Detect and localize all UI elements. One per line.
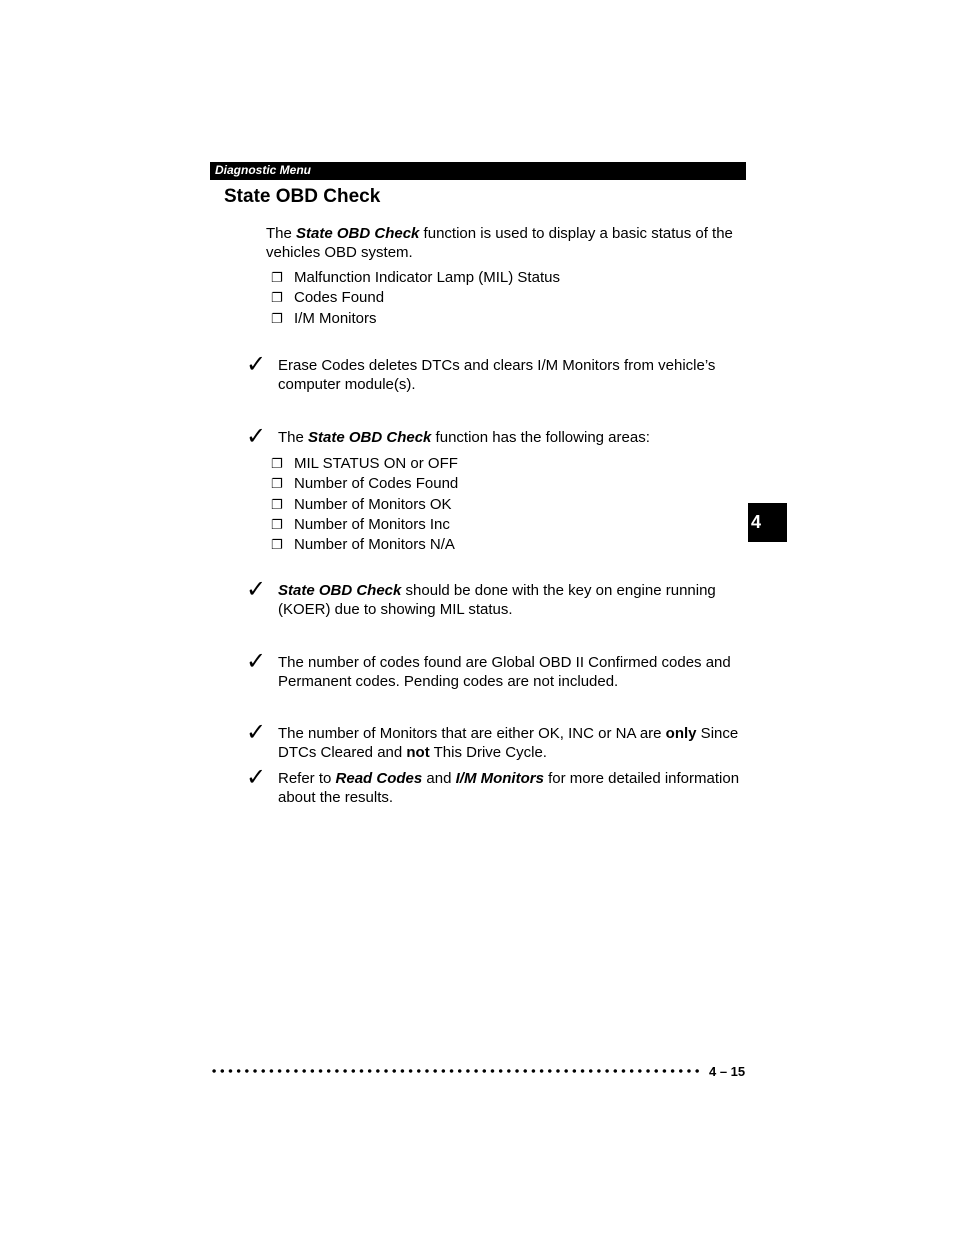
footer-dot-rule xyxy=(210,1066,702,1076)
list-item-label: I/M Monitors xyxy=(294,309,377,327)
note-koer-emphasis: State OBD Check xyxy=(278,582,402,599)
note-monitors xyxy=(278,724,746,762)
note-refer-emphasis1: Read Codes xyxy=(335,770,423,787)
list-item xyxy=(271,268,560,288)
checkbox-icon: ❐ xyxy=(271,538,283,554)
list-item-label: MIL STATUS ON or OFF xyxy=(294,455,458,472)
list-item-label: Number of Codes Found xyxy=(294,475,459,493)
checkmark-icon: ✓ xyxy=(246,575,267,603)
list-item xyxy=(271,515,458,535)
note-codes-found: The number of codes found are Global OBD II Confirmed codes and Permanent codes. Pending codes are not included. xyxy=(278,654,731,690)
note-koer xyxy=(278,581,746,619)
list-item-label: Number of Monitors N/A xyxy=(294,536,455,554)
note-monitors-part1: The number of Monitors that are either OK, INC or NA are xyxy=(278,725,666,742)
note-refer xyxy=(278,769,746,807)
note-areas-emphasis: State OBD Check xyxy=(308,429,432,446)
list-item xyxy=(271,535,458,555)
list-item-label: Number of Monitors OK xyxy=(294,495,452,513)
list-item xyxy=(271,495,458,515)
note-refer-part2: and xyxy=(422,770,456,787)
note-areas-before: The xyxy=(278,429,309,446)
note-areas-after: function has the following areas: xyxy=(431,429,650,446)
note-erase-codes: Erase Codes deletes DTCs and clears I/M Monitors from vehicle’s computer module(s). xyxy=(278,357,716,393)
note-refer-part1: Refer to xyxy=(278,770,336,787)
list-item xyxy=(271,309,560,329)
intro-text-before: The xyxy=(266,225,297,242)
list-item-label: Malfunction Indicator Lamp (MIL) Status xyxy=(294,269,560,286)
checkmark-icon: ✓ xyxy=(246,422,267,450)
checkbox-icon: ❐ xyxy=(271,271,283,286)
checkbox-icon: ❐ xyxy=(271,517,283,533)
note-koer-after: should be done with the key on engine running (KOER) due to showing MIL status. xyxy=(278,582,716,618)
list-item-label: Number of Monitors Inc xyxy=(294,515,450,533)
note-monitors-bold2: not xyxy=(406,744,430,761)
note-monitors-bold1: only xyxy=(665,725,697,742)
checkbox-icon: ❐ xyxy=(271,497,283,513)
checkmark-icon: ✓ xyxy=(246,718,267,746)
checkmark-icon: ✓ xyxy=(246,647,267,675)
page-title: State OBD Check xyxy=(224,186,381,207)
checkbox-icon: ❐ xyxy=(271,457,283,472)
note-areas xyxy=(278,428,746,447)
checkmark-icon: ✓ xyxy=(246,350,267,378)
note-refer-emphasis2: I/M Monitors xyxy=(455,770,544,787)
page-number: 4 – 15 xyxy=(709,1064,746,1079)
list-item xyxy=(271,474,458,494)
checkmark-icon: ✓ xyxy=(246,763,267,791)
checkbox-icon: ❐ xyxy=(271,311,283,327)
area-item-list xyxy=(271,454,458,555)
status-item-list xyxy=(271,268,560,329)
list-item xyxy=(271,288,560,308)
intro-text-after: function is used to display a basic status of the vehicles OBD system. xyxy=(266,225,733,261)
note-monitors-part3: This Drive Cycle. xyxy=(429,744,547,761)
list-item-label: Codes Found xyxy=(294,289,385,307)
intro-paragraph xyxy=(266,224,746,262)
note-monitors-part2: Since DTCs Cleared and xyxy=(278,725,739,761)
section-header-bar xyxy=(210,162,746,180)
note-refer-part3: for more detailed information about the results. xyxy=(278,770,740,806)
list-item xyxy=(271,454,458,474)
checkbox-icon: ❐ xyxy=(271,477,283,493)
chapter-tab xyxy=(748,503,787,542)
chapter-tab-number: 4 xyxy=(751,512,762,532)
checkbox-icon: ❐ xyxy=(271,291,283,307)
intro-emphasis: State OBD Check xyxy=(296,225,420,242)
section-header-label: Diagnostic Menu xyxy=(215,163,312,177)
